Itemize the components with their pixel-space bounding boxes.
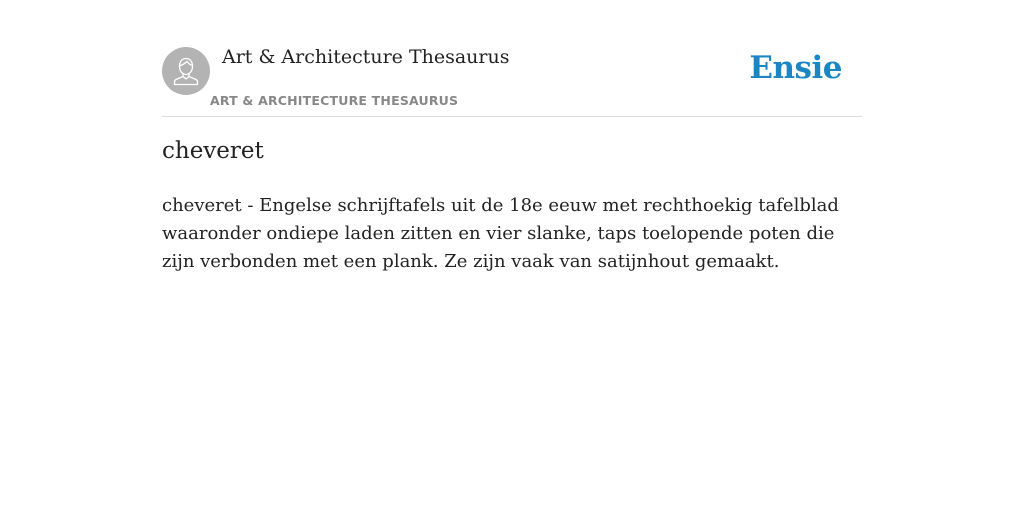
term-title: cheveret <box>162 138 264 164</box>
author-source-label: ART & ARCHITECTURE THESAURUS <box>210 93 459 108</box>
avatar[interactable] <box>162 47 210 95</box>
header <box>162 44 862 117</box>
author-name[interactable]: Art & Architecture Thesaurus <box>222 46 510 68</box>
definition-text: cheveret - Engelse schrijftafels uit de 18e eeuw met rechthoekig tafelblad waaronder ondiepe laden zitten en vier slanke, taps toelopende poten die zijn verbonden met een plank. Ze zijn vaak van satijnhout gemaakt. <box>162 195 839 272</box>
brand-logo[interactable]: Ensie <box>749 50 842 86</box>
user-icon <box>162 47 210 95</box>
